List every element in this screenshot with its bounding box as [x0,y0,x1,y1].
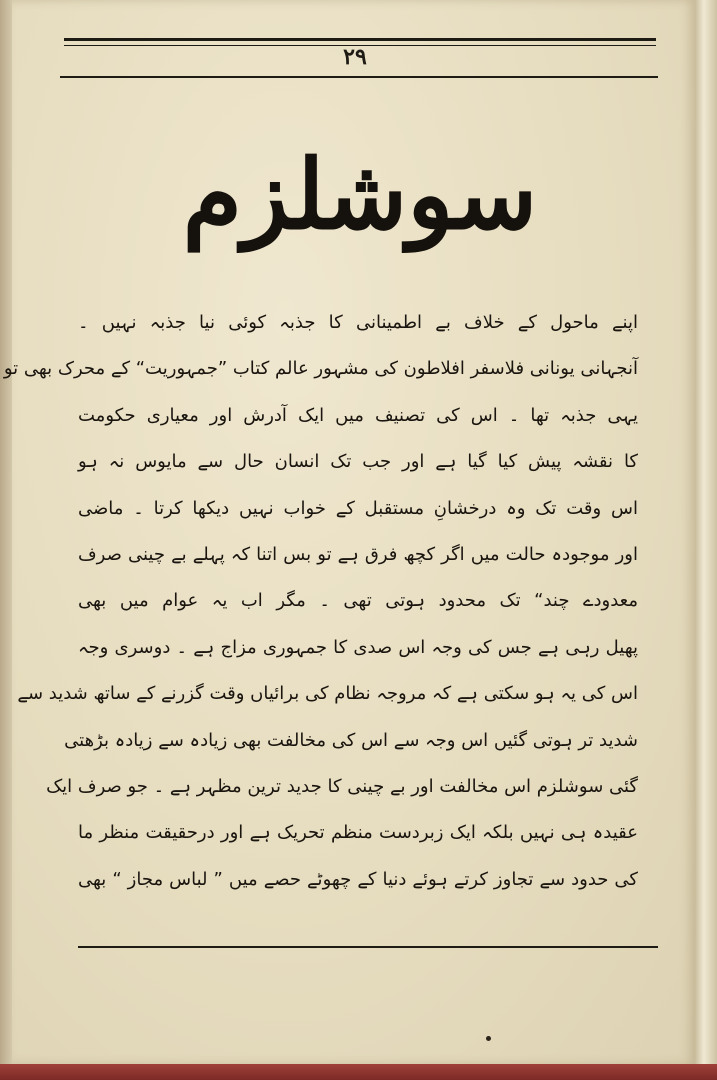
text-line: پھیل رہی ہے جس کی وجہ اس صدی کا جمہوری مزاج ہے ۔ دوسری وجہ [78,636,638,658]
text-line: اس وقت تک وہ درخشانِ مستقبل کے خواب نہیں دیکھا کرتا ۔ ماضی [78,497,638,519]
text-line: یہی جذبہ تھا ۔ اس کی تصنیف میں ایک آدرش اور معیاری حکومت [78,404,638,426]
text-line: اپنے ماحول کے خلاف بے اطمینانی کا جذبہ کوئی نیا جذبہ نہیں ۔ [78,312,638,333]
header-rule-bottom [60,76,658,78]
chapter-title: سوشلزم [182,138,538,251]
page-number: ۲۹ [343,44,367,70]
footer-rule [78,946,658,948]
text-line: عقیدہ ہی نہیں بلکہ ایک زبردست منظم تحریک ہے اور درحقیقت منظر ما [78,822,638,844]
text-line: شدید تر ہوتی گئیں اس وجہ سے اس کی مخالفت بھی زیادہ سے زیادہ بڑھتی [64,729,638,751]
header-rule-top [64,38,656,41]
text-line: گئی سوشلزم اس مخالفت اور بے چینی کا جدید ترین مظہر ہے ۔ جو صرف ایک [46,775,638,797]
ink-dot [486,1036,491,1041]
body-paragraph [3,300,638,903]
text-line: اور موجودہ حالت میں اگر کچھ فرق ہے تو بس اتنا کہ پہلے بے چینی صرف [78,543,638,565]
text-line: معدودے چند“ تک محدود ہوتی تھی ۔ مگر اب یہ عوام میں بھی [78,590,638,612]
text-line: کا نقشہ پیش کیا گیا ہے اور جب تک انسان حال سے مایوس نہ ہو [78,451,638,473]
text-line: کی حدود سے تجاوز کرتے ہوئے دنیا کے چھوٹے حصے میں ” لباس مجاز “ بھی [78,868,638,890]
text-line: اس کی یہ ہو سکتی ہے کہ مروجہ نظام کی برائیاں وقت گزرنے کے ساتھ شدید سے [17,683,638,705]
cover-edge [0,1064,717,1080]
text-line: آنجہانی یونانی فلاسفر افلاطون کی مشہور عالم کتاب ”جمہوریت“ کے محرک بھی تو [3,358,638,380]
book-spine-edge [695,0,717,1080]
